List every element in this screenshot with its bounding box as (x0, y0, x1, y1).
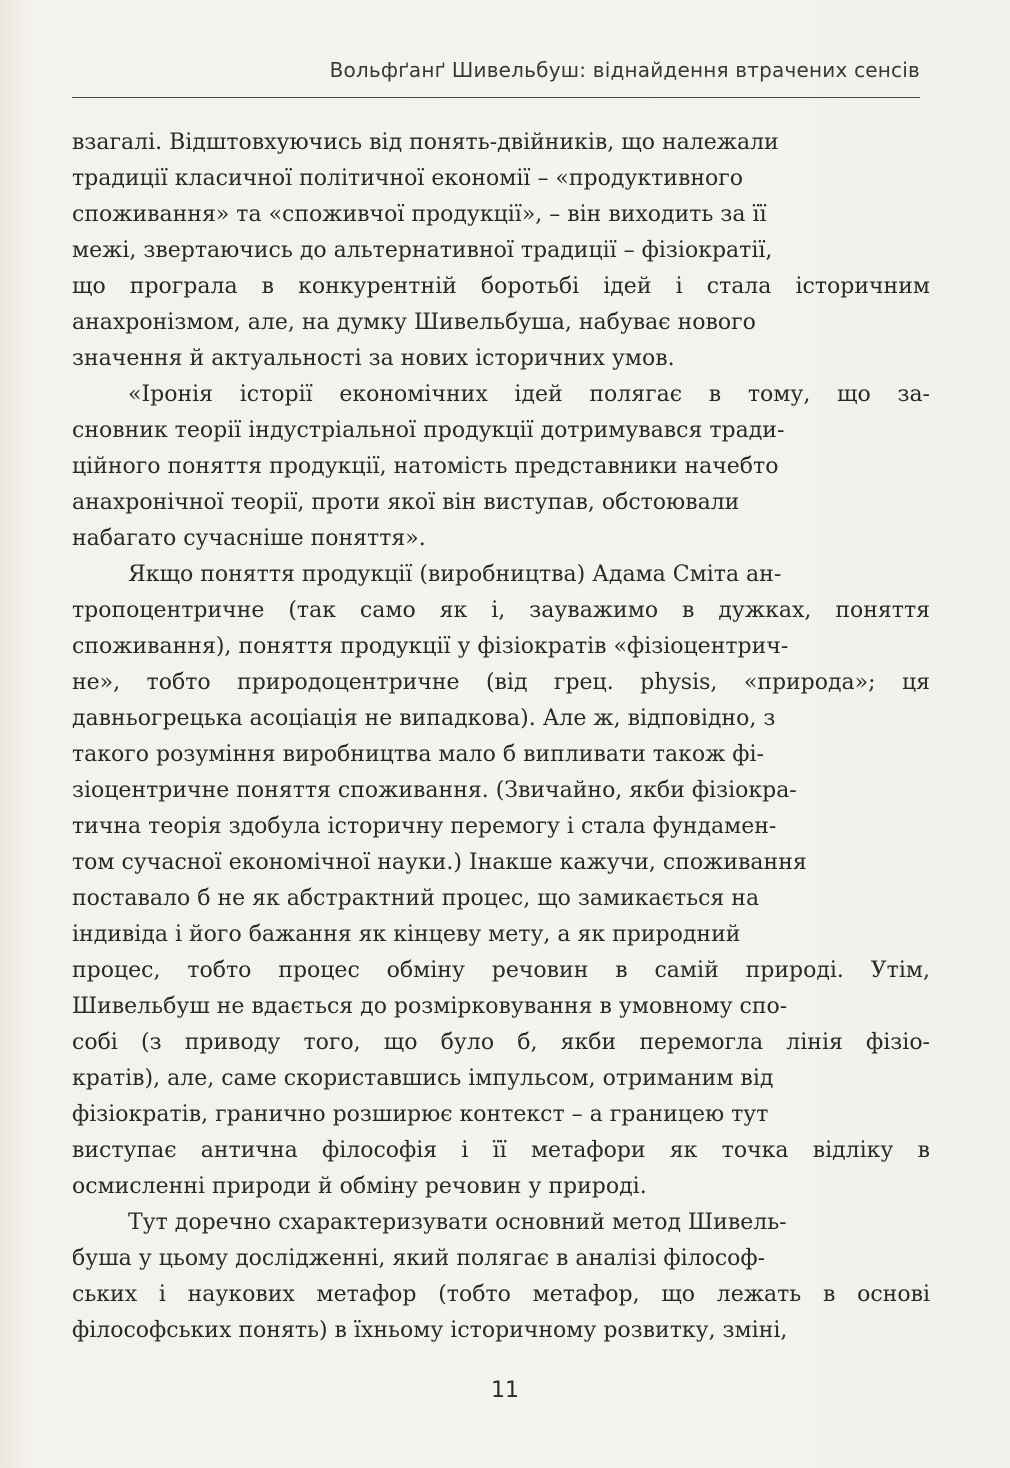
text-line: процес, тобто процес обміну речовин в самій природі. Утім, (72, 958, 930, 983)
text-line: ційного поняття продукції, натомість представники начебто (72, 454, 779, 479)
text-line: виступає антична філософія і її метафори як точка відліку в (72, 1138, 930, 1163)
text-line: набагато сучасніше поняття». (72, 526, 426, 551)
text-line: традиції класичної політичної економії – «продуктивного (72, 166, 744, 191)
text-line: анахронізмом, але, на думку Шивельбуша, набуває нового (72, 310, 756, 335)
text-line: осмисленні природи й обміну речовин у природі. (72, 1174, 647, 1199)
text-line: фізіократів, гранично розширює контекст – а границею тут (72, 1102, 769, 1127)
text-line: поставало б не як абстрактний процес, що замикається на (72, 886, 760, 911)
running-head: Вольфґанґ Шивельбуш: віднайдення втрачених сенсів (329, 58, 920, 82)
text-line: давньогрецька асоціація не випадкова). Але ж, відповідно, з (72, 706, 776, 731)
header-rule (72, 97, 920, 98)
page-number: 11 (491, 1378, 519, 1403)
text-line: споживання), поняття продукції у фізіократів «фізіоцентрич- (72, 634, 789, 659)
text-line: індивіда і його бажання як кінцеву мету, а як природний (72, 922, 741, 947)
text-line: тропоцентричне (так само як і, зауважимо в дужках, поняття (72, 598, 930, 623)
text-line: що програла в конкурентній боротьбі ідей і стала історичним (72, 274, 930, 299)
text-line: значення й актуальності за нових історичних умов. (72, 346, 675, 371)
text-line: Шивельбуш не вдається до розмірковування в умовному спо- (72, 994, 788, 1019)
text-line: такого розуміння виробництва мало б випливати також фі- (72, 742, 764, 767)
text-line: буша у цьому дослідженні, який полягає в аналізі філософ- (72, 1246, 766, 1271)
text-line: анахронічної теорії, проти якої він виступав, обстоювали (72, 490, 740, 515)
text-line: Тут доречно схарактеризувати основний метод Шивель- (128, 1210, 787, 1235)
text-line: собі (з приводу того, що було б, якби перемогла лінія фізіо- (72, 1030, 930, 1055)
text-line: взагалі. Відштовхуючись від понять-двійників, що належали (72, 130, 779, 155)
text-line: філософських понять) в їхньому історичному розвитку, зміні, (72, 1318, 788, 1343)
text-line: «Іронія історії економічних ідей полягає в тому, що за- (128, 382, 930, 407)
text-line: тична теорія здобула історичну перемогу і стала фундамен- (72, 814, 777, 839)
text-line: не», тобто природоцентричне (від грец. physis, «природа»; ця (72, 670, 930, 695)
text-line: сновник теорії індустріальної продукції дотримувався тради- (72, 418, 785, 443)
text-line: том сучасної економічної науки.) Інакше кажучи, споживання (72, 850, 807, 875)
text-line: зіоцентричне поняття споживання. (Звичайно, якби фізіокра- (72, 778, 797, 803)
text-line: ських і наукових метафор (тобто метафор, що лежать в основі (72, 1282, 930, 1307)
text-line: Якщо поняття продукції (виробництва) Адама Сміта ан- (128, 562, 782, 587)
text-line: кратів), але, саме скориставшись імпульсом, отриманим від (72, 1066, 774, 1091)
text-line: споживання» та «споживчої продукції», – він виходить за її (72, 202, 767, 227)
text-line: межі, звертаючись до альтернативної традиції – фізіократії, (72, 238, 773, 263)
